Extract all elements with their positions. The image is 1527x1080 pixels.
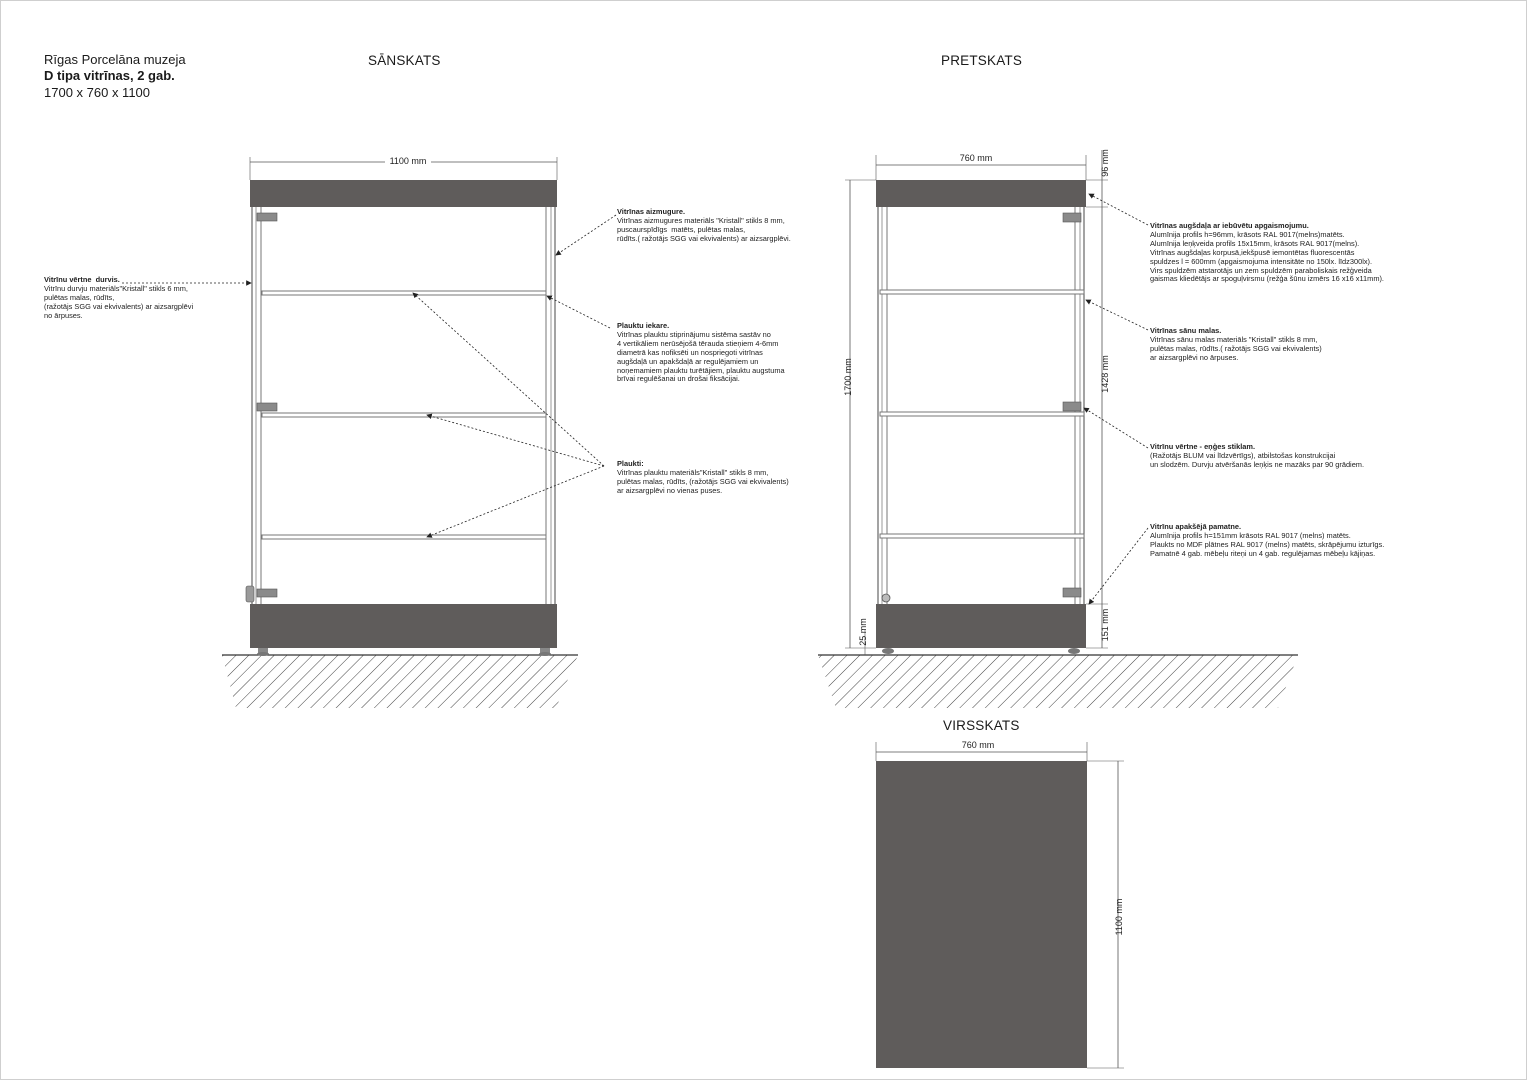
note-shelves (617, 460, 789, 496)
front-base (876, 604, 1086, 648)
front-top-cap (876, 180, 1086, 207)
note-base-title: Vitrīnu apakšējā pamatne. (1150, 522, 1242, 531)
note-back (617, 208, 791, 244)
note-door-body: Vitrīnu durvju materiāls"Kristall" stikls 6 mm, pulētas malas, rūdīts, (ražotājs SGG vai ekvivalents) ar aizsargplēvi no ārpuses. (44, 283, 194, 320)
side-top-cap (250, 180, 557, 207)
leader-shelf-1 (413, 293, 604, 466)
note-side-edges (1150, 327, 1322, 363)
note-base (1150, 523, 1384, 559)
front-shelf-1 (880, 290, 1084, 294)
note-side-edges-title: Vitrīnas sānu malas. (1150, 326, 1222, 335)
museum-title: Rīgas Porcelāna muzeja (44, 52, 186, 67)
dim-base-height: 151 mm (1100, 608, 1110, 642)
front-hinge-bottom (1063, 588, 1081, 597)
leader-shelf-2 (427, 415, 604, 466)
side-hinge-mid (257, 403, 277, 411)
note-back-title: Vitrīnas aizmugure. (617, 207, 686, 216)
dim-top-cap-height: 96 mm (1100, 149, 1110, 177)
note-shelves-body: Vitrīnas plauktu materiāls"Kristall" stikls 8 mm, pulētas malas, rūdīts, (ražotājs SGG vai ekvivalents) ar aizsargplēvi no vienas puses. (617, 467, 789, 495)
leader-shelf-mount (547, 296, 610, 328)
note-top-light-title: Vitrīnas augšdaļa ar iebūvētu apgaismojumu. (1150, 221, 1309, 230)
dim-side-width: 1100 mm (389, 156, 427, 166)
note-hinges-body: (Ražotājs BLUM vai līdzvērtīgs), atbilstošas konstrukcijai un slodzēm. Durvju atvēršanās leņķis ne mazāks par 90 grādiem. (1150, 450, 1365, 469)
note-door (44, 276, 193, 321)
front-shelf-3 (880, 534, 1084, 538)
leader-base (1089, 528, 1148, 604)
side-view (222, 154, 578, 708)
side-hinge-bottom (257, 589, 277, 597)
front-view-title: PRETSKATS (941, 53, 1023, 68)
side-shelf-1 (262, 291, 546, 295)
note-door-title: Vitrīnu vērtne durvis. (44, 275, 120, 284)
note-hinges-title: Vitrīnu vērtne - eņģes stiklam. (1150, 442, 1256, 451)
front-hinge-top (1063, 213, 1081, 222)
note-shelf-mount-body: Vitrīnas plauktu stiprinājumu sistēma sastāv no 4 vertikāliem nerūsējošā tērauda stieņiem 4-6mm diametrā kas nofiksēti un nospriegoti vitrīnas augšdaļā un apakšdaļā ar regulējamiem un noņemamiem plauktu turētājiem, plauktu augstuma brīvai regulēšanai un drošai fiksācijai. (617, 329, 785, 384)
front-ground-hatch (818, 655, 1298, 708)
leader-top-light (1089, 194, 1148, 225)
side-shelf-3 (262, 535, 546, 539)
side-lock (246, 586, 254, 602)
leader-shelf-3 (427, 466, 604, 537)
front-hinge-mid (1063, 402, 1081, 411)
showcase-type-title: D tipa vitrīnas, 2 gab. (44, 68, 175, 83)
overall-dimensions: 1700 x 760 x 1100 (44, 85, 151, 100)
note-top-light-body: Alumīnija profils h=96mm, krāsots RAL 9017(melns)matēts. Alumīnija leņķveida profils 15x15mm, krāsots RAL 9017(melns). Vitrīnas augšdaļas korpusā,iekšpusē iemontētas fluorescentās spuldzes l = 600mm (apgaismojuma intensitāte no 150lx. līdz300lx). Virs spuldzēm atstarotājs un zem spuldzēm paraboliskais režģveida gaismas kliedētājs ar spoguļvirsmu (režģa šūnu izmērs 16 x16 x11mm). (1150, 229, 1384, 284)
note-top-light (1150, 222, 1384, 284)
leader-side-edges (1086, 300, 1148, 330)
note-side-edges-body: Vitrīnas sānu malas materiāls "Kristall" stikls 8 mm, pulētas malas, rūdīts.( ražotājs SGG vai ekvivalents) ar aizsargplēvi no ārpuses. (1150, 334, 1322, 362)
top-view-body (876, 761, 1087, 1068)
note-base-body: Alumīnija profils h=151mm krāsots RAL 9017 (melns) matēts. Plaukts no MDF plātnes RAL 9017 (melns) matēts, skrāpējumu izturīgs. Pamatnē 4 gab. mēbeļu riteņi un 4 gab. regulējamas mēbeļu kājiņas. (1150, 530, 1385, 558)
dim-front-width: 760 mm (959, 153, 993, 163)
dim-top-view-width: 760 mm (961, 740, 995, 750)
note-hinges (1150, 443, 1364, 470)
side-shelf-2 (262, 413, 546, 417)
side-hinge-top (257, 213, 277, 221)
side-base (250, 604, 557, 648)
top-view-title: VIRSSKATS (943, 718, 1020, 733)
leader-hinges (1084, 408, 1148, 448)
dim-top-view-depth: 1100 mm (1114, 898, 1124, 936)
note-shelf-mount-title: Plauktu iekare. (617, 321, 670, 330)
top-view (876, 739, 1124, 1068)
note-shelves-title: Plaukti: (617, 459, 644, 468)
note-shelf-mount (617, 322, 785, 384)
front-shelf-2 (880, 412, 1084, 416)
note-back-body: Vitrīnas aizmugures materiāls "Kristall" stikls 8 mm, puscaurspīdīgs matēts, pulētas malas, rūdīts.( ražotājs SGG vai ekvivalents) ar aizsargplēvi. (617, 215, 791, 243)
front-lock (882, 594, 890, 602)
side-view-title: SĀNSKATS (368, 53, 441, 68)
dim-foot-height: 25 mm (858, 618, 868, 646)
leader-back (556, 215, 616, 255)
side-ground-hatch (222, 655, 578, 708)
dim-glass-height: 1428 mm (1100, 355, 1110, 393)
dim-total-height: 1700 mm (843, 358, 853, 396)
